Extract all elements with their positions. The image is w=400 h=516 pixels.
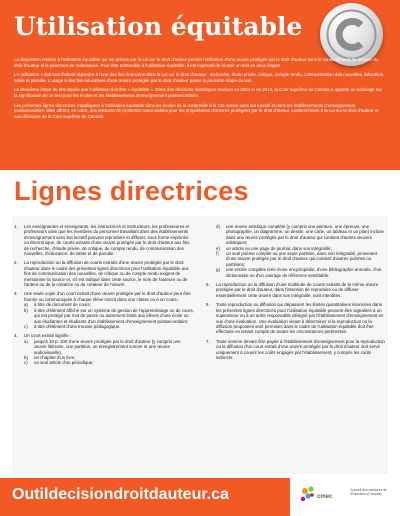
subitem-text: une entrée complète tirée d'une encyclopédie, d'une bibliographie annotée, d'un dictionnaire ou d'un ouvrage de référence semblable. — [226, 267, 382, 278]
cmec-logo-label: cmec — [317, 494, 333, 500]
guidelines-column-right — [206, 224, 386, 364]
guideline-item — [14, 224, 194, 256]
guideline-text: Une seule copie d'un court extrait d'une œuvre protégée par le droit d'auteur peut être fournie ou communiquée à chaque élève inscrit dans une classe ou à un cours : — [24, 291, 191, 302]
subitem-letter: f) — [216, 251, 219, 257]
guideline-subitem — [216, 251, 386, 267]
guidelines-heading: Lignes directrices — [14, 176, 249, 206]
intro-text — [14, 57, 386, 123]
guideline-number: 2. — [14, 260, 18, 266]
subitem-text: à titre d'élément d'une trousse pédagogique. — [34, 323, 121, 329]
subitem-text: une œuvre artistique complète (y compris une peinture, une épreuve, une photographie, un diagramme, un dessin, une carte, un tableau et un plan) incluse dans une œuvre protégée par le droit d'auteur qui contient d'autres œuvres artistiques; — [226, 224, 384, 246]
guideline-number: 4. — [14, 333, 18, 339]
subitem-text: un seul poème complet ou une seule partition, dans son intégralité, provenant d'une œuvre protégée par le droit d'auteur qui contient d'autres poèmes ou partitions; — [226, 251, 378, 267]
guideline-text: La reproduction ou la diffusion de courts extraits d'une œuvre protégée par le droit d'auteur dans le cadre des présentes lignes directrices pour l'utilisation équitable aux fins de communication des nouvelles, de critique ou de compte rendu exigent de mentionner la source et, s'il est indiqué dans cette source, le nom de l'auteure ou de l'auteur ou de la créatrice ou du créateur de l'œuvre. — [24, 260, 189, 288]
subitem-text: un seul article d'un périodique; — [34, 360, 94, 366]
intro-paragraph: L'« utilisation » doit tout d'abord répondre à l'une des fins énoncées dans la Loi sur le droit d'auteur : recherche, étude privée, critique, compte rendu, communication des nouvelles, éducation, satire et parodie. L'usage à des fins éducatives d'une œuvre protégée par le droit d'auteur passe la première étape du test. — [14, 72, 385, 83]
intro-paragraph: La disposition relative à l'utilisation équitable qui est prévue par la Loi sur le droit d'auteur permet l'utilisation d'une œuvre protégée par le droit d'auteur sans le consentement du titulaire du droit d'auteur ni le paiement de redevances. Pour être admissible à l'utilisation équitable, il est impératif de réussir un test en deux étapes. — [14, 57, 378, 68]
guideline-text: Les enseignantes et enseignants, les instructrices et instructeurs, les professeures et professeurs ainsi que les membres du personnel travaillant dans des établissements d'enseignement sans but lucratif peuvent reproduire et diffuser, sous forme imprimée ou électronique, de courts extraits d'une œuvre protégée par le droit d'auteur aux fins de recherche, d'étude privée, de critique, de compte rendu, de communication des nouvelles, d'éducation, de satire et de parodie. — [24, 224, 190, 257]
footer-url-link[interactable]: Outildecisiondroitdauteur.ca — [12, 486, 229, 503]
guideline-subitem — [24, 339, 194, 355]
guideline-number: 1. — [14, 224, 18, 229]
guideline-subitem — [24, 308, 194, 324]
footer — [0, 478, 400, 516]
subitem-letter: a) — [24, 302, 28, 308]
subitem-text: un chapitre d'un livre; — [34, 354, 76, 360]
guideline-item — [206, 339, 386, 361]
subitem-text: jusqu'à 10 p. 100 d'une œuvre protégée par le droit d'auteur (y compris une œuvre littéraire, une partition, un enregistrement sonore et une œuvre audiovisuelle), — [34, 338, 181, 355]
subitem-letter: e) — [216, 245, 220, 251]
intro-paragraph: La deuxième étape du test stipule que l'utilisation doit être « équitable ». Dans des décisions historiques rendues en 2004 et en 2012, la Cour suprême du Canada a apporté un éclairage sur la signification de ce test pour les écoles et les établissements d'enseignement postsecondaire. — [14, 87, 382, 98]
subitem-letter: c) — [24, 323, 28, 329]
guideline-number: 5. — [206, 282, 210, 288]
subitem-text: à titre de document de cours; — [34, 302, 91, 308]
guideline-number: 6. — [206, 302, 210, 308]
subitem-text: un article ou une page de journal, dans son intégralité; — [226, 245, 332, 251]
guideline-item — [14, 333, 194, 365]
guideline-item — [14, 291, 194, 329]
intro-paragraph: Les présentes lignes directrices s'appliquent à l'utilisation équitable dans les écoles de la maternelle à la 12e année sans but lucratif et dans les établissements d'enseignement postsecondaire; elles offrent, en outre, des mesures de protection raisonnables pour les propriétaires d'œuvres protégées par le droit d'auteur, conformément à la Loi sur le droit d'auteur et aux décisions de la Cour suprême du Canada. — [14, 102, 379, 119]
subitem-letter: b) — [24, 307, 28, 313]
guideline-number: 3. — [14, 291, 18, 297]
subitem-letter: d) — [216, 224, 220, 229]
guideline-text: Un court extrait signifie : — [24, 333, 72, 339]
subitem-letter: g) — [216, 267, 220, 273]
guideline-subitem — [216, 224, 386, 246]
guideline-number: 7. — [206, 338, 210, 344]
guideline-subitem — [24, 360, 194, 365]
guideline-subitem — [216, 267, 386, 278]
guideline-item-continued — [206, 224, 386, 278]
subitem-letter: c) — [24, 360, 28, 366]
subitem-text: à titre d'élément affiché sur un système de gestion de l'apprentissage ou de cours, qui est protégé par mot de passe ou autrement limité aux élèves d'une école ou aux étudiantes et étudiants d'un établissement d'enseignement postsecondaire; — [34, 307, 194, 324]
council-name: Conseil des ministres de l'Éducation (Canada) — [350, 488, 387, 496]
guideline-text: La reproduction ou la diffusion d'une multitude de courts extraits de la même œuvre protégée par le droit d'auteur, dans l'intention de reproduire ou de diffuser essentiellement cette œuvre dans son intégralité, sont interdites. — [216, 282, 379, 298]
subitem-letter: b) — [24, 354, 28, 360]
guideline-item — [14, 260, 194, 287]
subitem-letter: a) — [24, 338, 28, 344]
guideline-subitem — [24, 324, 194, 329]
page-title: Utilisation équitable — [14, 12, 303, 41]
guideline-text: Toute reproduction ou diffusion qui dépassent les limites quantitatives énoncées dans les présentes lignes directrices pour l'utilisation équitable peuvent être signalées à un superviseur ou à un autre responsable désigné par l'établissement d'enseignement en vue d'une évaluation. Une évaluation visant à déterminer si la reproduction ou la diffusion proposées sont permises dans le cadre de l'utilisation équitable doit être effectuée en tenant compte de toutes les circonstances pertinentes. — [216, 302, 384, 335]
guideline-text: Toute somme devant être payée à l'établissement d'enseignement pour la reproduction ou la diffusion d'un court extrait d'une œuvre protégée par le droit d'auteur doit servir uniquement à couvrir les coûts engagés par l'établissement, y compris les coûts indirects. — [216, 338, 385, 360]
footer-url-bar[interactable] — [0, 478, 290, 516]
guideline-item — [206, 282, 386, 298]
guideline-item — [206, 302, 386, 334]
guidelines-column-left — [14, 224, 194, 370]
